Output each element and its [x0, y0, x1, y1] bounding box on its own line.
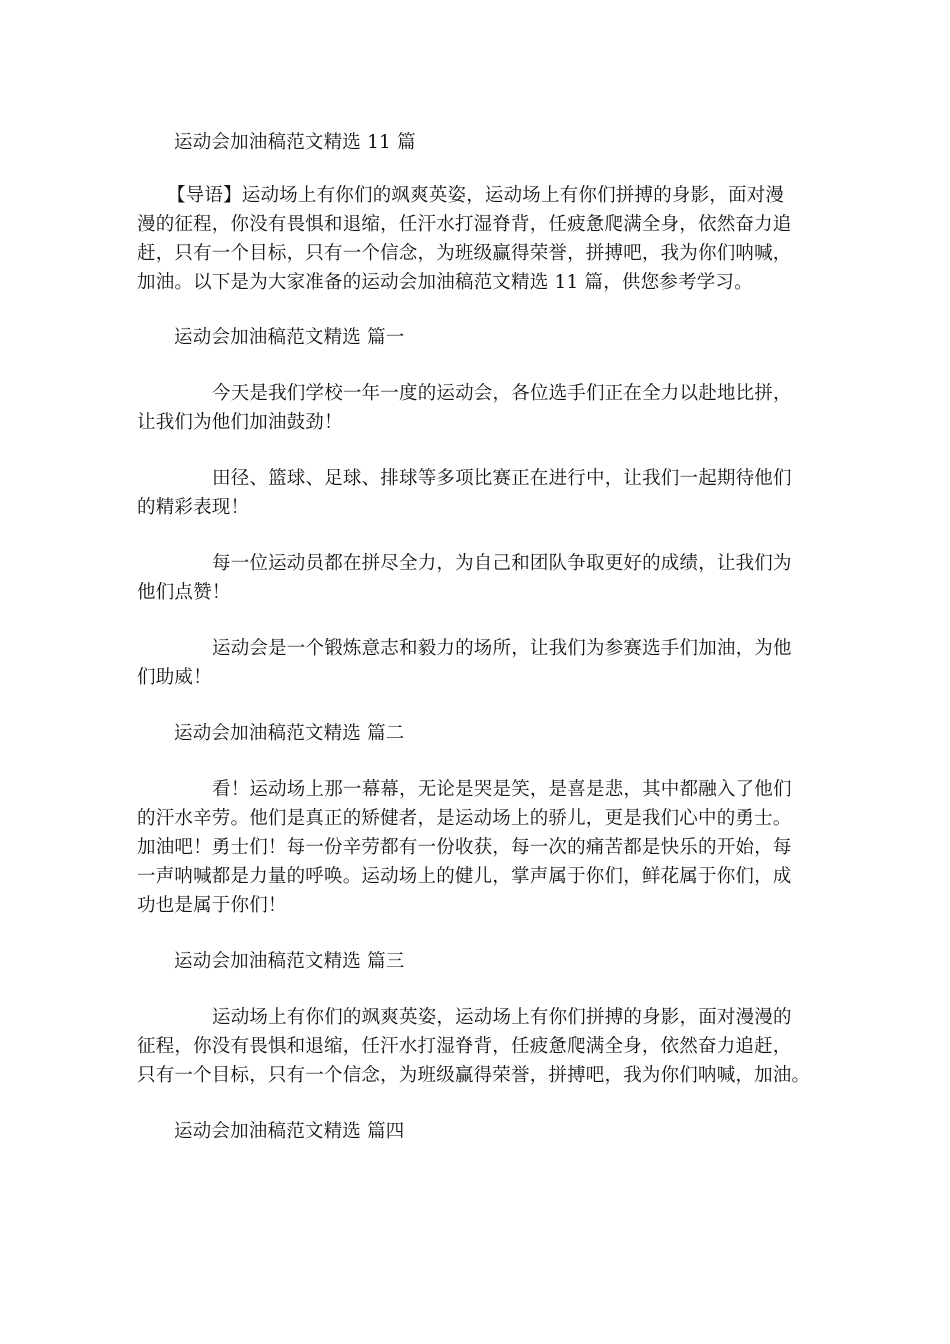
paragraph-line: 运动场上有你们的飒爽英姿，运动场上有你们拼搏的身影，面对漫漫的	[212, 1007, 792, 1028]
section-heading	[137, 947, 817, 976]
document-body	[137, 128, 817, 1173]
paragraph	[137, 775, 817, 920]
lead-line: 赶，只有一个目标，只有一个信念，为班级赢得荣誉，拼搏吧，我为你们呐喊，	[137, 243, 792, 264]
paragraph-line: 田径、篮球、足球、排球等多项比赛正在进行中，让我们一起期待他们	[212, 468, 792, 489]
paragraph-line: 运动会是一个锻炼意志和毅力的场所，让我们为参赛选手们加油，为他	[212, 638, 792, 659]
section-heading	[137, 1117, 817, 1146]
paragraph-line: 看！运动场上那一幕幕，无论是哭是笑，是喜是悲，其中都融入了他们	[212, 779, 792, 800]
paragraph-line: 加油吧！勇士们！每一份辛劳都有一份收获，每一次的痛苦都是快乐的开始，每	[137, 837, 792, 858]
paragraph-line: 每一位运动员都在拼尽全力，为自己和团队争取更好的成绩，让我们为	[212, 553, 792, 574]
paragraph-line: 的汗水辛劳。他们是真正的矫健者，是运动场上的骄儿，更是我们心中的勇士。	[137, 808, 792, 829]
section-heading	[137, 323, 817, 352]
lead-line: 漫的征程，你没有畏惧和退缩，任汗水打湿脊背，任疲惫爬满全身，依然奋力追	[137, 214, 792, 235]
paragraph-line: 征程，你没有畏惧和退缩，任汗水打湿脊背，任疲惫爬满全身，依然奋力追赶，	[137, 1036, 792, 1057]
section-heading	[137, 719, 817, 748]
section-heading-text: 运动会加油稿范文精选 篇四	[174, 1121, 405, 1142]
paragraph-line: 功也是属于你们！	[137, 895, 287, 916]
section-heading-text: 运动会加油稿范文精选 篇二	[174, 723, 405, 744]
lead-paragraph	[137, 181, 817, 297]
paragraph-line: 他们点赞！	[137, 582, 231, 603]
paragraph	[137, 464, 817, 522]
paragraph-line: 今天是我们学校一年一度的运动会，各位选手们正在全力以赴地比拼，	[212, 383, 792, 404]
paragraph	[137, 634, 817, 692]
paragraph-line: 的精彩表现！	[137, 497, 250, 518]
paragraph	[137, 549, 817, 607]
paragraph-line: 只有一个目标，只有一个信念，为班级赢得荣誉，拼搏吧，我为你们呐喊，加油。	[137, 1065, 811, 1086]
section-heading-text: 运动会加油稿范文精选 篇三	[174, 951, 405, 972]
paragraph	[137, 1003, 817, 1090]
document-title	[137, 128, 817, 157]
paragraph-line: 让我们为他们加油鼓劲！	[137, 412, 343, 433]
title-text: 运动会加油稿范文精选 11 篇	[174, 132, 416, 153]
paragraph	[137, 379, 817, 437]
lead-line: 【导语】运动场上有你们的飒爽英姿，运动场上有你们拼搏的身影，面对漫	[167, 185, 785, 206]
lead-line: 加油。以下是为大家准备的运动会加油稿范文精选 11 篇，供您参考学习。	[137, 272, 753, 293]
section-heading-text: 运动会加油稿范文精选 篇一	[174, 327, 405, 348]
paragraph-line: 一声呐喊都是力量的呼唤。运动场上的健儿，掌声属于你们，鲜花属于你们，成	[137, 866, 792, 887]
paragraph-line: 们助威！	[137, 667, 212, 688]
